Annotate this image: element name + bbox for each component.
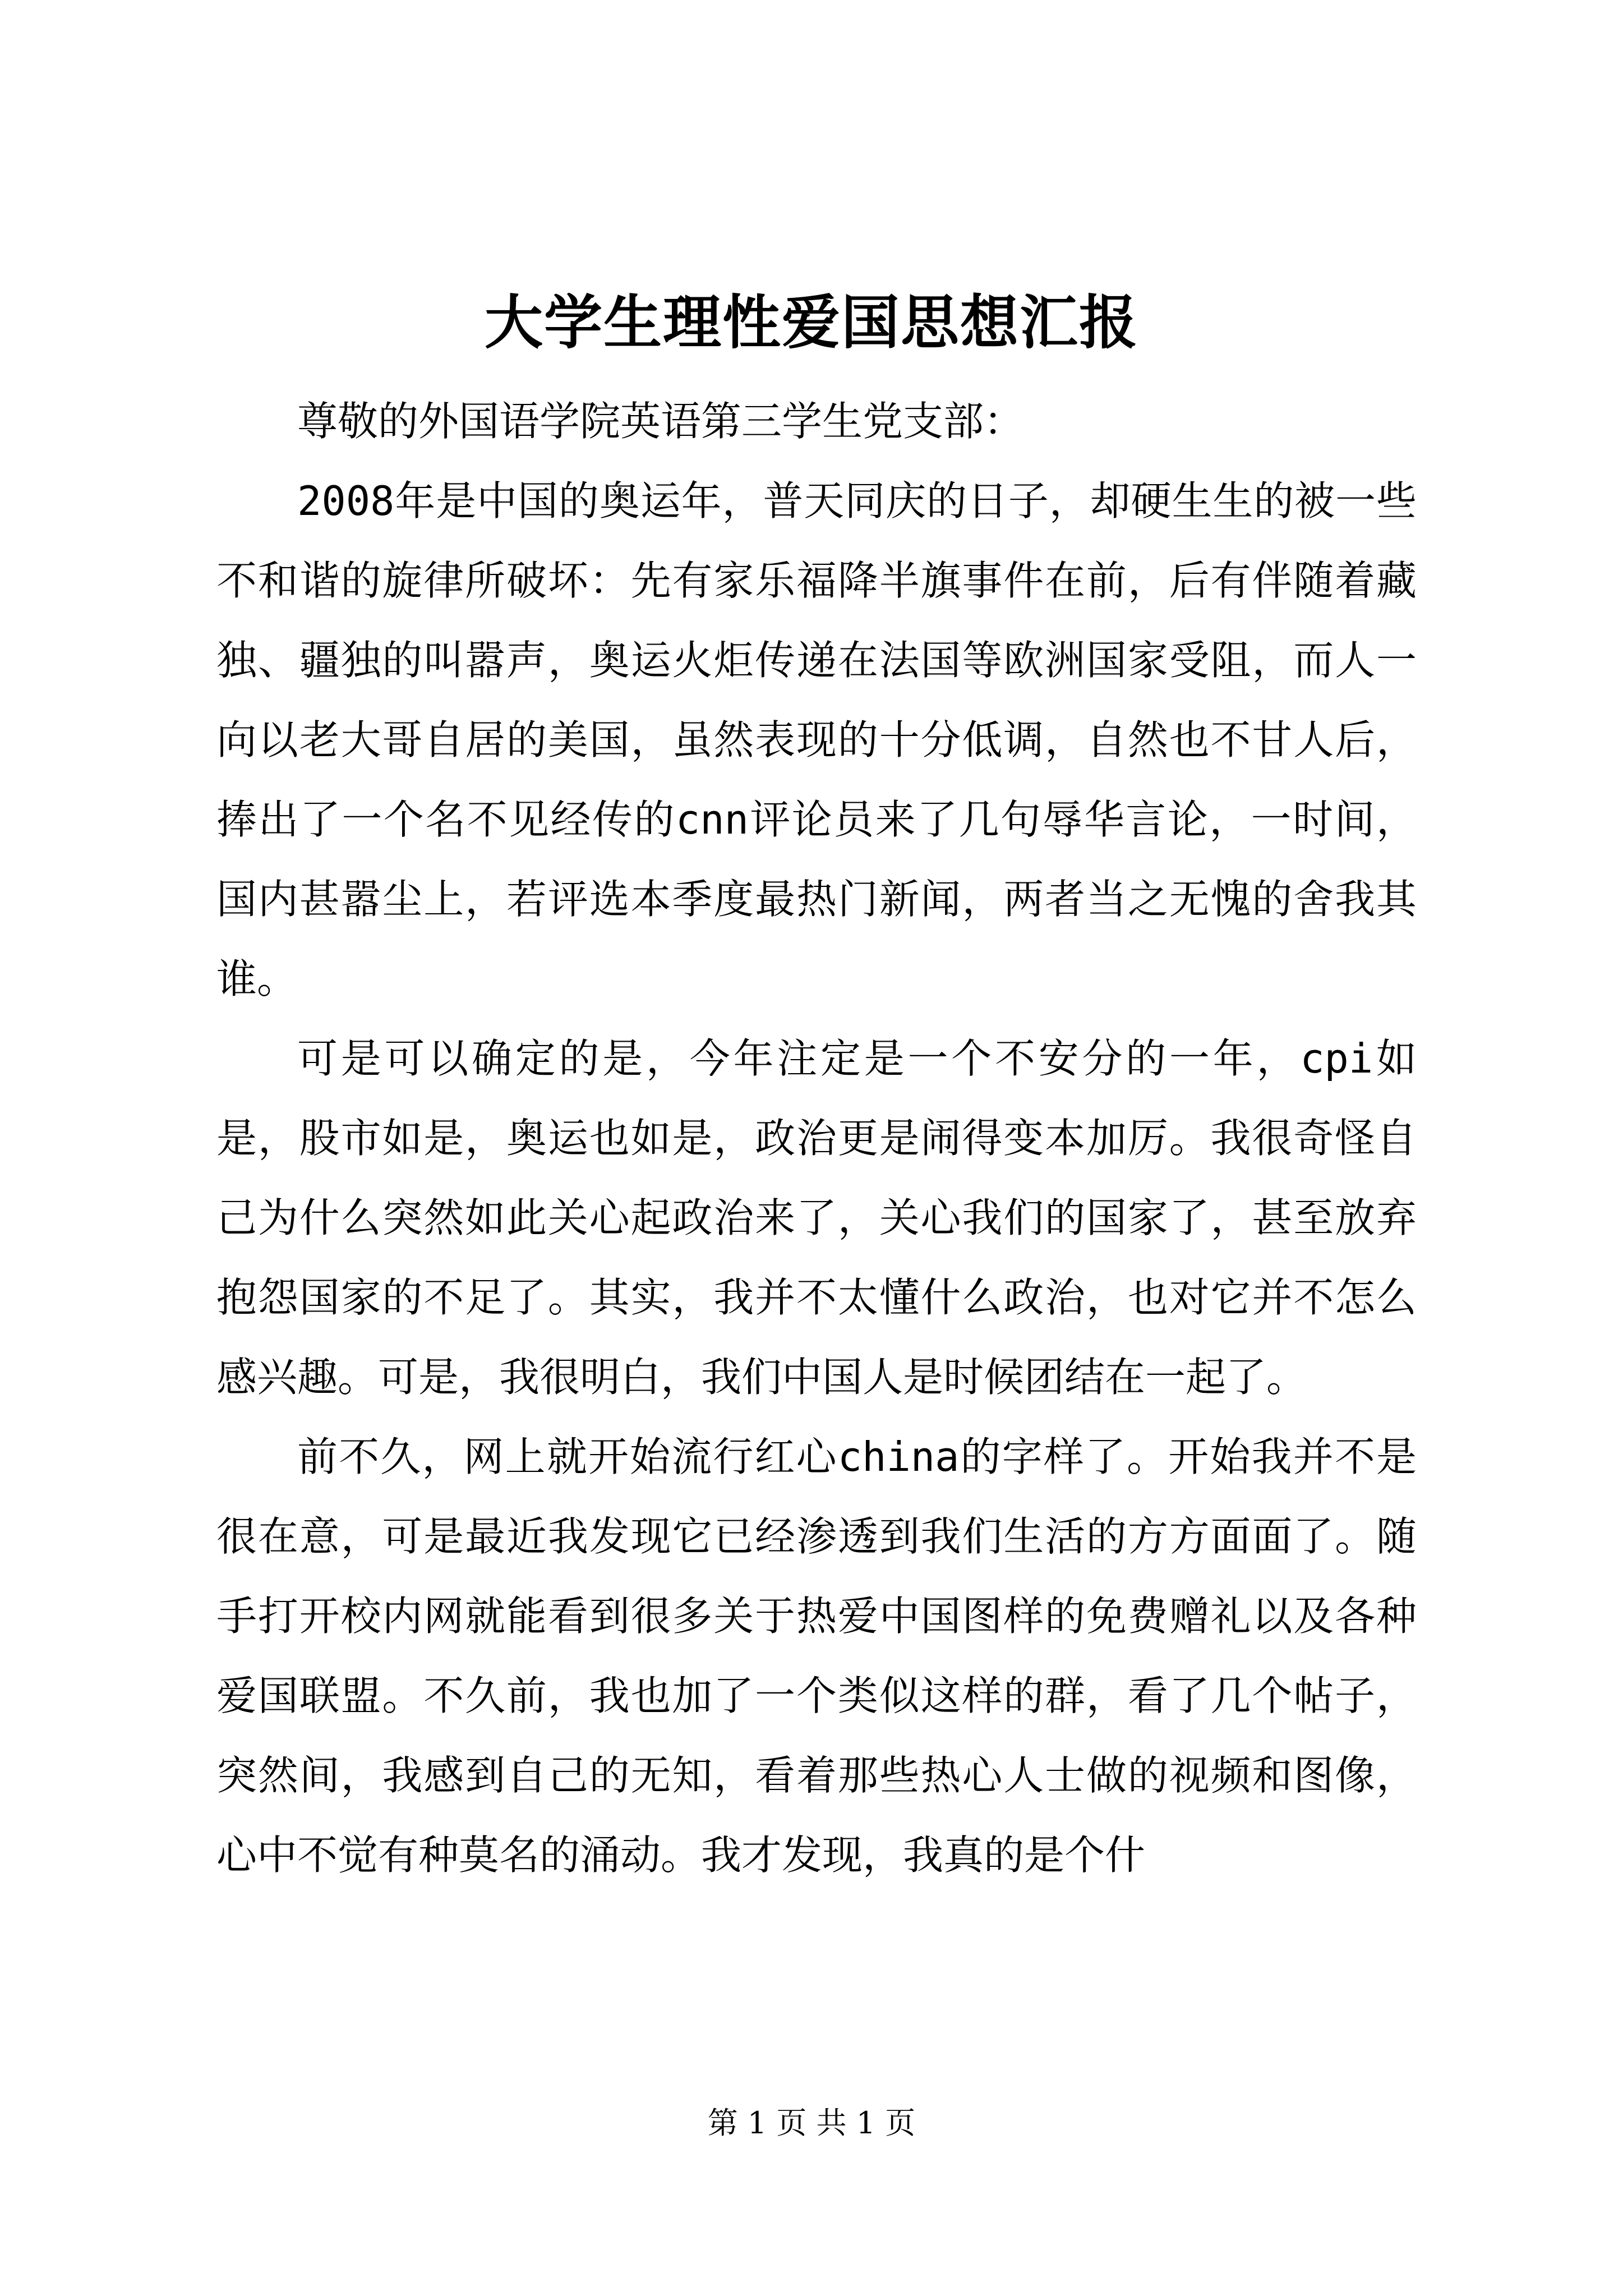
salutation: 尊敬的外国语学院英语第三学生党支部：: [297, 398, 1025, 445]
document-body: [216, 381, 1417, 1895]
paragraph-1: 2008年是中国的奥运年，普天同庆的日子，却硬生生的被一些不和谐的旋律所破坏：先有家乐福降半旗事件在前，后有伴随着藏独、疆独的叫嚣声，奥运火炬传递在法国等欧洲国家受阻，而人一向以老大哥自居的美国，虽然表现的十分低调，自然也不甘人后，捧出了一个名不见经传的cnn评论员来了几句辱华言论，一时间，国内甚嚣尘上，若评选本季度最热门新闻，两者当之无愧的舍我其谁。: [216, 477, 1417, 1002]
paragraph-3: 前不久，网上就开始流行红心china的字样了。开始我并不是很在意，可是最近我发现它已经渗透到我们生活的方方面面了。随手打开校内网就能看到很多关于热爱中国图样的免费赠礼以及各种爱国联盟。不久前，我也加了一个类似这样的群，看了几个帖子，突然间，我感到自己的无知，看着那些热心人士做的视频和图像，心中不觉有种莫名的涌动。我才发现，我真的是个什: [216, 1433, 1417, 1879]
document-title: 大学生理性爱国思想汇报: [484, 288, 1138, 357]
page-footer: 第 1 页 共 1 页: [707, 2105, 916, 2141]
paragraph-2: 可是可以确定的是，今年注定是一个不安分的一年，cpi如是，股市如是，奥运也如是，政治更是闹得变本加厉。我很奇怪自己为什么突然如此关心起政治来了，关心我们的国家了，甚至放弃抱怨国家的不足了。其实，我并不太懂什么政治，也对它并不怎么感兴趣。可是，我很明白，我们中国人是时候团结在一起了。: [216, 1035, 1417, 1401]
